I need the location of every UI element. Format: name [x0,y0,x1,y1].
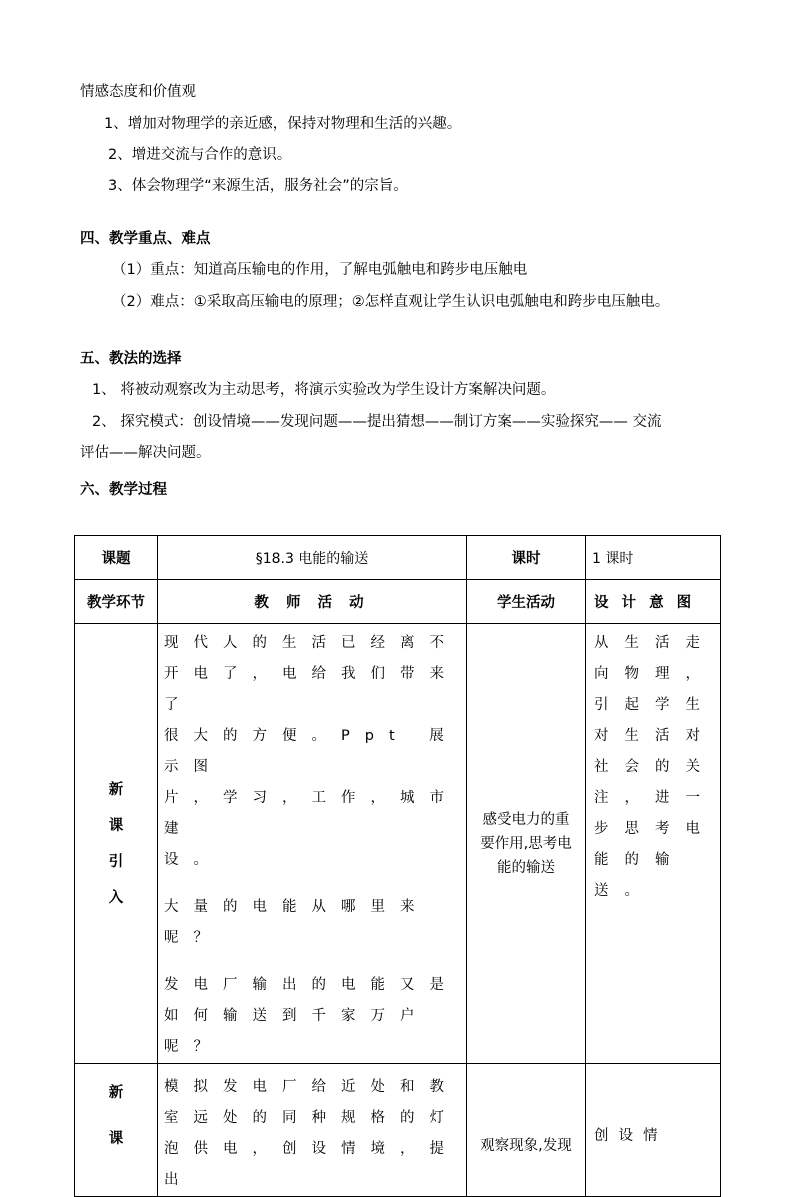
student-line: 能的输送 [497,859,555,876]
student-line: 感受电力的重 [482,811,570,828]
design-intent-new: 创设情 [586,1064,721,1197]
student-activity-header: 学生活动 [467,580,586,624]
design-line: 能的输 [594,852,686,868]
design-line: 引起学生 [594,697,716,713]
method-item-2-line-1: 2、 探究模式：创设情境——发现问题——提出猜想——制订方案——实验探究—— 交流 [92,414,662,430]
hours-value: 1 课时 [586,536,721,580]
key-point-item: （1）重点：知道高压输电的作用，了解电弧触电和跨步电压触电 [112,262,528,278]
stage-char: 入 [108,889,124,906]
process-heading: 六、教学过程 [80,482,167,498]
stage-char: 课 [108,817,124,834]
stage-cell-intro [75,624,158,1064]
teacher-activity-new [158,1064,467,1197]
design-line: 对生活对 [594,728,716,744]
teacher-line: 模拟发电厂给近处和教 [164,1079,459,1095]
student-activity-intro [467,624,586,1064]
design-intent-header: 设 计 意 图 [586,580,721,624]
teacher-line: 现代人的生活已经离不 [164,635,459,651]
difficulty-item: （2）难点：①采取高压输电的原理；②怎样直观让学生认识电弧触电和跨步电压触电。 [112,294,670,310]
attitude-item-2: 2、增进交流与合作的意识。 [108,147,292,163]
method-item-1: 1、 将被动观察改为主动思考，将演示实验改为学生设计方案解决问题。 [92,382,556,398]
design-intent-intro [586,624,721,1064]
teacher-activity-header: 教 师 活 动 [158,580,467,624]
teacher-line: 泡供电，创设情境，提出 [164,1141,459,1188]
stage-char: 引 [108,853,124,870]
stage-char: 新 [108,781,124,798]
teacher-line: 室远处的同种规格的灯 [164,1110,459,1126]
stage-char: 课 [108,1131,124,1147]
attitude-item-1: 1、增加对物理学的亲近感，保持对物理和生活的兴趣。 [104,116,462,132]
stage-cell-new [75,1064,158,1197]
teacher-line: 如何输送到千家万户呢？ [164,1008,430,1055]
student-activity-new: 观察现象,发现 [467,1064,586,1197]
attitude-item-3: 3、体会物理学“来源生活，服务社会”的宗旨。 [108,178,408,194]
teacher-line: 片，学习，工作，城市建 [164,790,459,837]
hours-label: 课时 [467,536,586,580]
design-line: 社会的关 [594,759,716,775]
teacher-line: 开电了，电给我们带来了 [164,666,459,713]
stage-char: 新 [108,1085,124,1101]
attitude-heading: 情感态度和价值观 [80,84,196,100]
teacher-line: 大量的电能从哪里来呢？ [164,899,430,946]
table-row [75,536,721,580]
teacher-line: 很大的方便。Ppt 展示图 [164,728,459,775]
topic-title: §18.3 电能的输送 [158,536,467,580]
design-line: 步思考电 [594,821,716,837]
teacher-line: 发电厂输出的电能又是 [164,977,459,993]
design-line: 向物理， [594,666,716,682]
design-line: 注，进一 [594,790,716,806]
table-row [75,624,721,1064]
method-heading: 五、教法的选择 [80,351,182,367]
teacher-activity-intro [158,624,467,1064]
key-points-heading: 四、教学重点、难点 [80,231,211,247]
table-row [75,580,721,624]
stage-header: 教学环节 [75,580,158,624]
topic-label: 课题 [75,536,158,580]
teacher-line: 设。 [164,852,223,868]
lesson-table [74,535,721,1197]
design-line: 送。 [594,883,655,899]
table-row [75,1064,721,1197]
method-item-2-line-2: 评估——解决问题。 [80,445,211,461]
student-line: 要作用,思考电 [480,835,572,852]
design-line: 从生活走 [594,635,716,651]
